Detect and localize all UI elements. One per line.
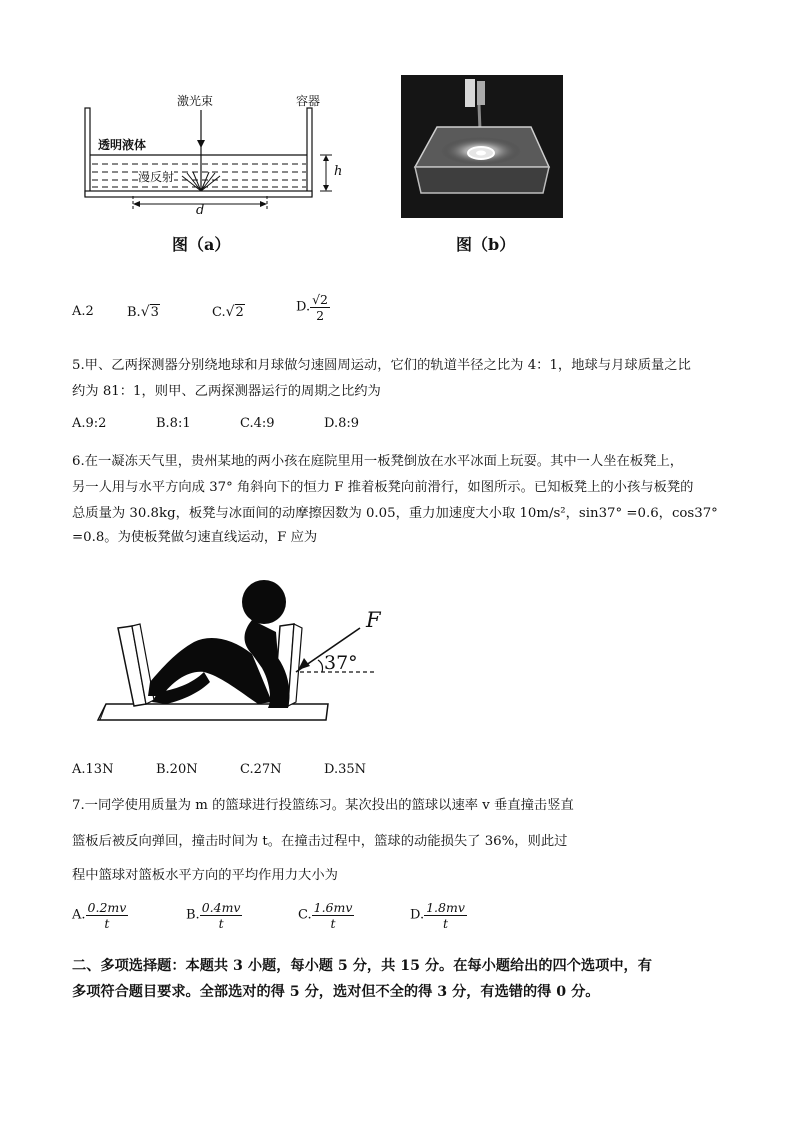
q5-option-d: D.8:9 xyxy=(324,416,360,431)
q7-option-a-letter: A. xyxy=(72,907,86,923)
q4-option-b xyxy=(127,302,160,323)
q7-option-a-denominator: t xyxy=(104,916,110,931)
q5-line-2: 约为 81：1，则甲、乙两探测器运行的周期之比约为 xyxy=(72,384,381,399)
q7-option-c-denominator: t xyxy=(330,916,336,931)
q5-option-b: B.8:1 xyxy=(156,416,191,431)
q5-option-c: C.4:9 xyxy=(240,416,275,431)
sqrt-icon: √ xyxy=(225,304,235,320)
q7-option-a xyxy=(72,900,128,931)
q7-options xyxy=(72,900,492,942)
q6-option-c: C.27N xyxy=(240,762,282,777)
q7-option-c xyxy=(298,900,354,931)
q5-option-a: A.9:2 xyxy=(72,416,107,431)
q7-option-d-numerator: 1.8mv xyxy=(426,900,465,915)
q4-option-a-letter: A. xyxy=(72,304,86,319)
q4-option-a-text: 2 xyxy=(85,304,94,319)
label-h: h xyxy=(334,164,343,179)
q6-line-2: 另一人用与水平方向成 37° 角斜向下的恒力 F 推着板凳向前滑行，如图所示。已知板凳上的小孩与板凳的 xyxy=(72,480,694,495)
q6-line-4: =0.8。为使板凳做匀速直线运动，F 应为 xyxy=(72,530,318,545)
label-force: F xyxy=(366,608,381,632)
q4-option-d-numerator: √2 xyxy=(312,292,329,307)
q6-line-1: 6.在一凝冻天气里，贵州某地的两小孩在庭院里用一板凳倒放在水平冰面上玩耍。其中一人坐在板凳上， xyxy=(72,454,684,469)
q4-option-c-radicand: 2 xyxy=(235,305,244,320)
q4-options xyxy=(72,292,372,336)
section2-line-2: 多项符合题目要求。全部选对的得 5 分，选对但不全的得 3 分，有选错的得 0 分。 xyxy=(72,984,600,1000)
section2-line-1: 二、多项选择题：本题共 3 小题，每小题 5 分，共 15 分。在每小题给出的四个选项中，有 xyxy=(72,958,652,974)
q4-option-c-letter: C. xyxy=(212,305,226,320)
figure-a-caption: 图（a） xyxy=(172,235,231,254)
q7-option-d xyxy=(410,900,467,931)
q7-option-b-letter: B. xyxy=(186,907,200,923)
q7-option-c-letter: C. xyxy=(298,907,312,923)
q7-option-d-denominator: t xyxy=(442,916,448,931)
q4-option-c xyxy=(212,302,245,323)
q4-option-d xyxy=(296,292,330,323)
laser-tank-photo xyxy=(401,75,563,218)
q7-option-b-denominator: t xyxy=(218,916,224,931)
label-angle: 37° xyxy=(324,652,358,674)
q7-line-3: 程中篮球对篮板水平方向的平均作用力大小为 xyxy=(72,868,338,883)
q4-option-d-letter: D. xyxy=(296,299,311,315)
figure-b-photo xyxy=(401,75,563,218)
figure-sled xyxy=(92,572,392,732)
q4-option-b-letter: B. xyxy=(127,305,141,320)
label-container: 容器 xyxy=(296,94,321,108)
q4-option-a xyxy=(72,302,94,322)
label-liquid: 透明液体 xyxy=(98,138,147,152)
label-laser: 激光束 xyxy=(177,94,214,108)
q7-line-2: 篮板后被反向弹回，撞击时间为 t。在撞击过程中，篮球的动能损失了 36%，则此过 xyxy=(72,834,568,849)
sqrt-icon: √ xyxy=(140,304,150,320)
q7-option-d-letter: D. xyxy=(410,907,425,923)
q6-option-a: A.13N xyxy=(72,762,114,777)
q4-option-d-denominator: 2 xyxy=(316,308,325,323)
figure-a xyxy=(70,88,350,218)
q6-option-d: D.35N xyxy=(324,762,367,777)
label-diffuse: 漫反射 xyxy=(138,170,175,184)
q4-option-b-radicand: 3 xyxy=(150,305,159,320)
q7-line-1: 7.一同学使用质量为 m 的篮球进行投篮练习。某次投出的篮球以速率 v 垂直撞击竖直 xyxy=(72,798,574,813)
label-d: d xyxy=(196,203,205,218)
q6-option-b: B.20N xyxy=(156,762,198,777)
q7-option-a-numerator: 0.2mv xyxy=(87,900,127,915)
q7-option-c-numerator: 1.6mv xyxy=(313,900,353,915)
q5-line-1: 5.甲、乙两探测器分别绕地球和月球做匀速圆周运动，它们的轨道半径之比为 4：1，地球与月球质量之比 xyxy=(72,358,691,373)
figure-b-caption: 图（b） xyxy=(456,235,516,254)
q7-option-b-numerator: 0.4mv xyxy=(201,900,241,915)
q7-option-b xyxy=(186,900,242,931)
q6-line-3: 总质量为 30.8kg，板凳与冰面间的动摩擦因数为 0.05，重力加速度大小取 10m/s²，sin37° =0.6，cos37° xyxy=(72,506,718,521)
